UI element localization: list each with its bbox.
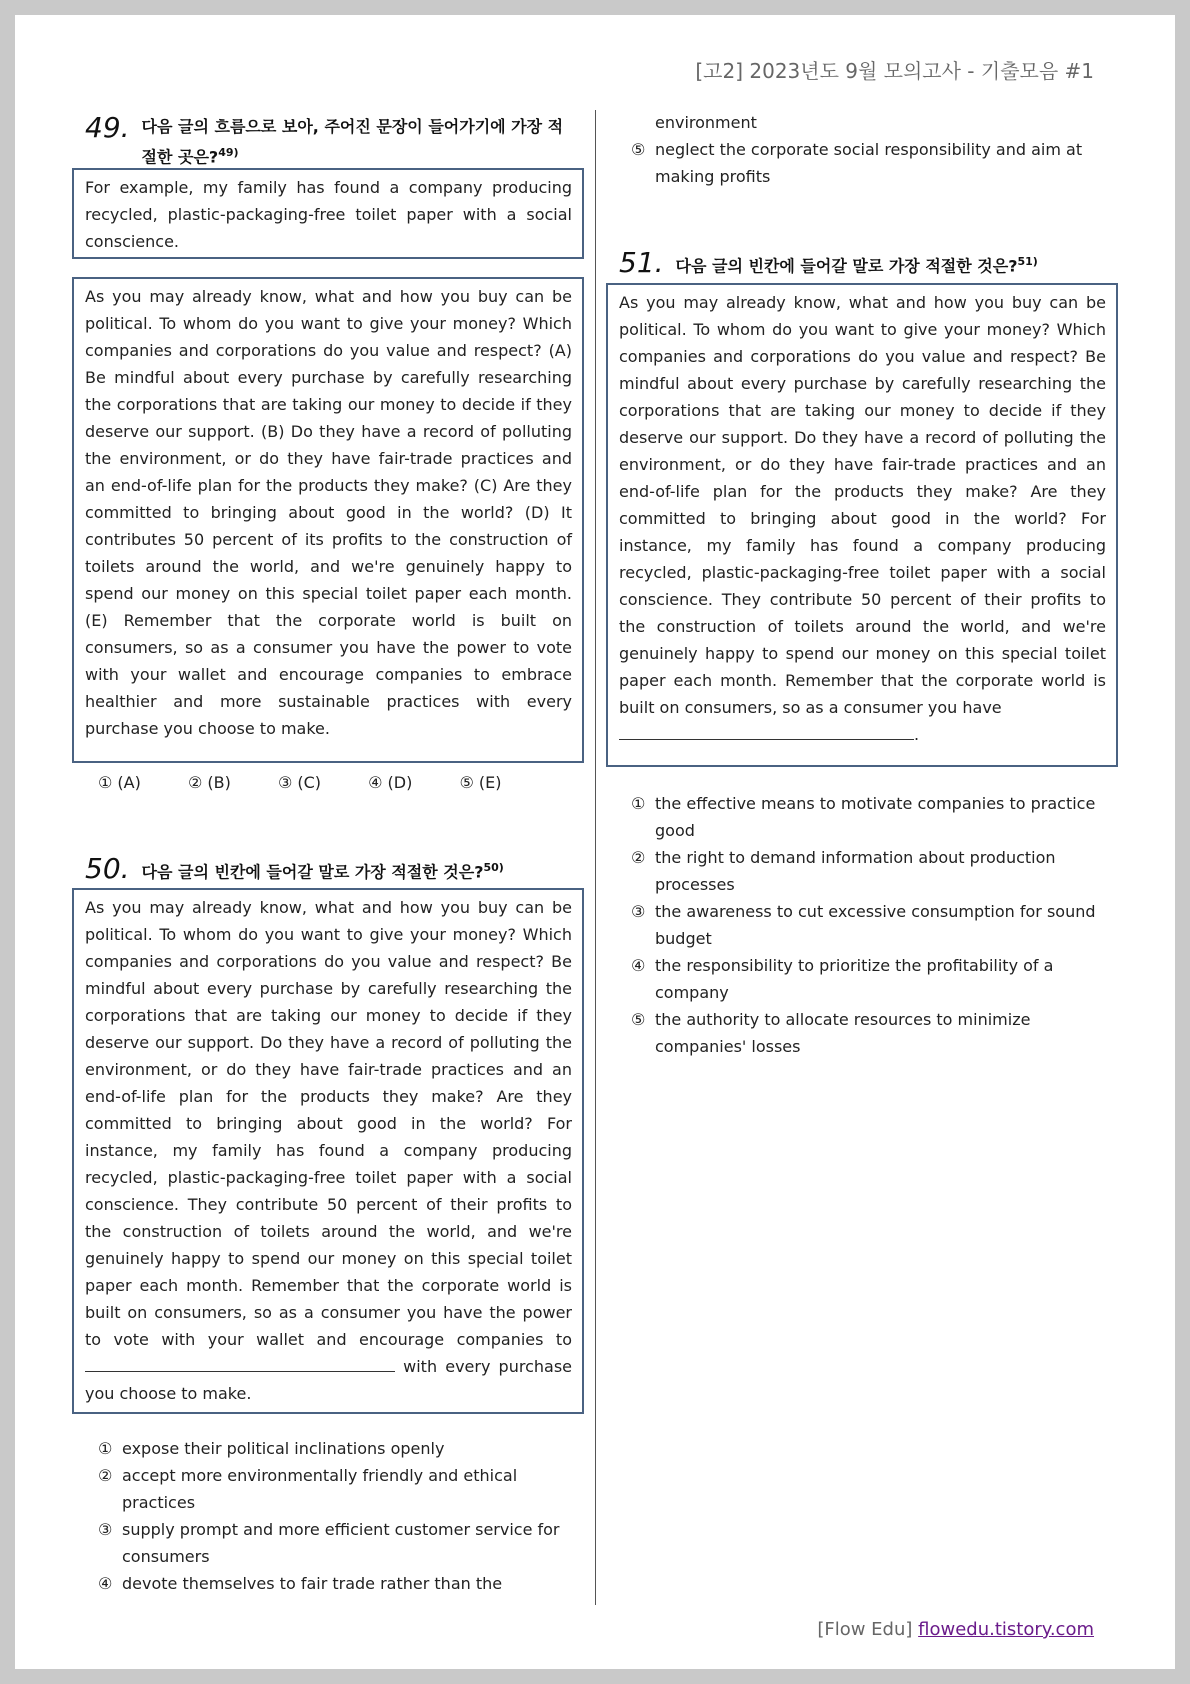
choice-text: the right to demand information about production processes (655, 848, 1056, 894)
choice-text: the awareness to cut excessive consumption for sound budget (655, 902, 1096, 948)
choice-1[interactable] (631, 790, 1116, 844)
prompt-text: 다음 글의 빈칸에 들어갈 말로 가장 적절한 것은? (675, 256, 1018, 276)
prompt-text: 다음 글의 빈칸에 들어갈 말로 가장 적절한 것은? (141, 862, 484, 882)
answer-blank (85, 1355, 395, 1372)
choices-50-continued (631, 109, 1111, 190)
exam-page (15, 15, 1175, 1669)
column-divider (595, 110, 596, 1605)
question-50-header (85, 852, 585, 885)
choice-3[interactable]: ③ (C) (277, 773, 322, 792)
choices-50 (98, 1435, 578, 1597)
question-number: 49. (85, 111, 130, 144)
given-sentence: For example, my family has found a company producing recycled, plastic-packaging-free toilet paper with a social conscience. (85, 178, 572, 251)
passage-after-blank: with every purchase you choose to make. (85, 1357, 572, 1403)
choice-4-continued[interactable] (631, 109, 1111, 136)
choice-text: the effective means to motivate companies to practice good (655, 794, 1096, 840)
prompt-line-1: 다음 글의 흐름으로 보아, 주어진 문장이 들어가기에 가장 적 (141, 117, 564, 136)
footer-brand: [Flow Edu] (817, 1619, 913, 1640)
choice-text: the authority to allocate resources to minimize companies' losses (655, 1010, 1031, 1056)
choice-2[interactable]: ② (B) (187, 773, 231, 792)
choice-2[interactable] (631, 844, 1116, 898)
choice-1[interactable] (98, 1435, 578, 1462)
choice-3[interactable] (98, 1516, 578, 1570)
choice-number: ① (631, 794, 646, 813)
choice-text: supply prompt and more efficient customer service for consumers (122, 1520, 560, 1566)
choice-4[interactable] (631, 952, 1116, 1006)
choice-5[interactable]: ⑤ (E) (459, 773, 502, 792)
choice-number: ③ (98, 1520, 113, 1539)
question-prompt (676, 249, 1038, 279)
choice-4[interactable]: ④ (D) (368, 773, 413, 792)
choice-number: ② (631, 848, 646, 867)
passage-box-51 (606, 283, 1118, 767)
choice-number-spacer (631, 109, 655, 136)
passage-before-blank: As you may already know, what and how you buy can be political. To whom do you want to give your money? Which companies and corporations do you value and respect? Be mindful about every purchase by carefully researching the corporations that are taking our money to decide if they deserve our support. Do they have a record of polluting the environment, or do they have fair-trade practices and an end-of-life plan for the products they make? Are they committed to bringing about good in the world? For instance, my family has found a company producing recycled, plastic-packaging-free toilet paper with a social conscience. They contribute 50 percent of their profits to the construction of toilets around the world, and we're genuinely happy to spend our money on this special toilet paper each month. Remember that the corporate world is built on consumers, so as a consumer you have the power to vote with your wallet and encourage companies to (85, 898, 572, 1349)
choice-3[interactable] (631, 898, 1116, 952)
question-prompt (142, 855, 504, 885)
choice-text: expose their political inclinations openly (122, 1439, 445, 1458)
page-header-title: [고2] 2023년도 9월 모의고사 - 기출모음 #1 (695, 59, 1094, 83)
choice-text: devote themselves to fair trade rather than the (122, 1574, 503, 1593)
passage-before-blank: As you may already know, what and how you buy can be political. To whom do you want to give your money? Which companies and corporations do you value and respect? Be mindful about every purchase by carefully researching the corporations that are taking our money to decide if they deserve our support. Do they have a record of polluting the environment, or do they have fair-trade practices and an end-of-life plan for the products they make? Are they committed to bringing about good in the world? For instance, my family has found a company producing recycled, plastic-packaging-free toilet paper with a social conscience. They contribute 50 percent of their profits to the construction of toilets around the world, and we're genuinely happy to spend our money on this special toilet paper each month. Remember that the corporate world is built on consumers, so as a consumer you have (619, 293, 1106, 717)
given-sentence-box (72, 168, 584, 259)
choice-number: ② (98, 1466, 113, 1485)
choice-text: neglect the corporate social responsibility and aim at making profits (655, 140, 1083, 186)
page-footer (817, 1619, 1094, 1640)
question-51-header (619, 246, 1139, 279)
answer-blank (619, 723, 914, 740)
question-49-header (85, 111, 585, 170)
question-prompt (142, 114, 564, 170)
choice-text: accept more environmentally friendly and ethical practices (122, 1466, 518, 1512)
prompt-line-2: 절한 곳은? (141, 147, 219, 167)
passage-text: As you may already know, what and how you buy can be political. To whom do you want to give your money? Which companies and corporations do you value and respect? (A) Be mindful about every purchase by carefully researching the corporations that are taking our money to decide if they deserve our support. (B) Do they have a record of polluting the environment, or do they have fair-trade practices and an end-of-life plan for the products they make? (C) Are they committed to bringing about good in the world? (D) It contributes 50 percent of its profits to the construction of toilets around the world, and we're genuinely happy to spend our money on this special toilet paper each month. (E) Remember that the corporate world is built on consumers, so as a consumer you have the power to vote with your wallet and encourage companies to embrace healthier and more sustainable practices with every purchase you choose to make. (85, 287, 572, 738)
choice-number: ③ (631, 902, 646, 921)
footer-link[interactable]: flowedu.tistory.com (918, 1619, 1094, 1640)
passage-box-50 (72, 888, 584, 1414)
passage-end: . (914, 725, 920, 744)
choice-number: ⑤ (631, 140, 646, 159)
choice-2[interactable] (98, 1462, 578, 1516)
choice-4[interactable] (98, 1570, 578, 1597)
question-number: 50. (85, 852, 130, 885)
footnote-ref: 49) (218, 146, 239, 159)
choice-text: the responsibility to prioritize the profitability of a company (655, 956, 1054, 1002)
choice-number: ④ (98, 1574, 113, 1593)
choice-1[interactable]: ① (A) (98, 773, 141, 792)
choices-51 (631, 790, 1116, 1060)
passage-text (85, 894, 572, 1407)
choice-5[interactable] (631, 1006, 1116, 1060)
choice-number: ④ (631, 956, 646, 975)
choice-number: ⑤ (631, 1010, 646, 1029)
choices-49 (98, 773, 543, 792)
choice-number: ① (98, 1439, 113, 1458)
footnote-ref: 50) (483, 861, 504, 874)
question-number: 51. (619, 246, 664, 279)
footnote-ref: 51) (1017, 255, 1038, 268)
passage-box-49 (72, 277, 584, 763)
passage-text (619, 289, 1106, 748)
choice-text: environment (655, 113, 757, 132)
choice-5[interactable] (631, 136, 1111, 190)
